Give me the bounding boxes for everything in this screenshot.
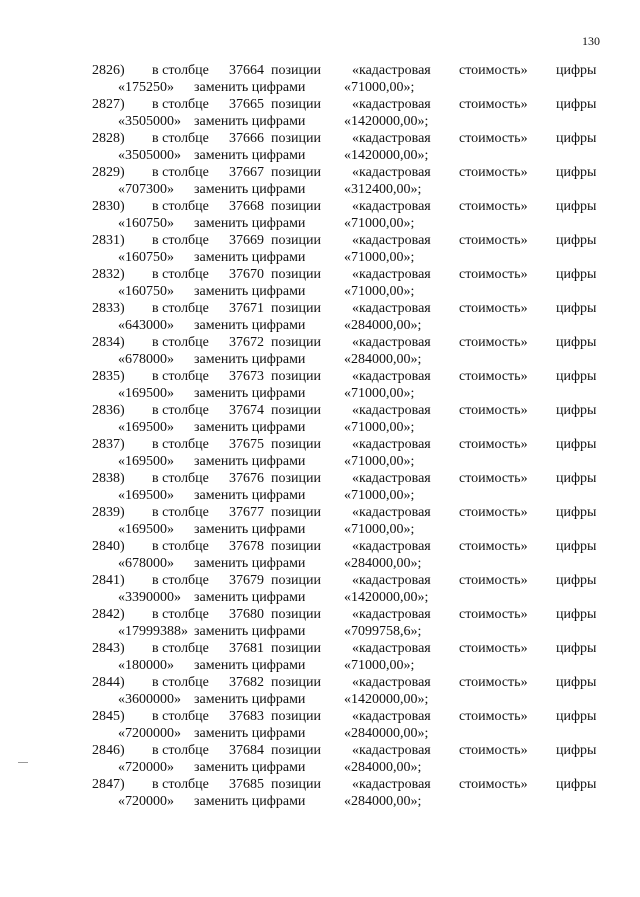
- old-value: «169500»: [118, 420, 174, 435]
- old-value: «180000»: [118, 658, 174, 673]
- in-column-label: в столбце: [152, 607, 209, 622]
- list-item: [0, 232, 640, 266]
- position-label: позиции: [271, 369, 321, 384]
- new-value: «1420000,00»;: [344, 692, 429, 707]
- position-label: позиции: [271, 709, 321, 724]
- cadastral-label: «кадастровая: [352, 607, 431, 622]
- replace-label: заменить цифрами: [194, 352, 306, 367]
- entry-number: 2837): [92, 437, 125, 452]
- digits-label: цифры: [556, 709, 597, 724]
- column-number: 37683: [229, 709, 264, 724]
- entry-number: 2842): [92, 607, 125, 622]
- new-value: «284000,00»;: [344, 556, 422, 571]
- old-value: «678000»: [118, 352, 174, 367]
- old-value: «3505000»: [118, 114, 181, 129]
- replace-label: заменить цифрами: [194, 80, 306, 95]
- digits-label: цифры: [556, 335, 597, 350]
- new-value: «284000,00»;: [344, 318, 422, 333]
- old-value: «169500»: [118, 386, 174, 401]
- entry-number: 2839): [92, 505, 125, 520]
- old-value: «643000»: [118, 318, 174, 333]
- column-number: 37685: [229, 777, 264, 792]
- entry-line-2: [0, 147, 640, 164]
- position-label: позиции: [271, 573, 321, 588]
- entry-line-2: [0, 181, 640, 198]
- column-number: 37669: [229, 233, 264, 248]
- old-value: «720000»: [118, 794, 174, 809]
- column-number: 37675: [229, 437, 264, 452]
- value-label: стоимость»: [459, 471, 528, 486]
- position-label: позиции: [271, 165, 321, 180]
- position-label: позиции: [271, 641, 321, 656]
- entry-line-1: [0, 334, 640, 351]
- new-value: «71000,00»;: [344, 488, 415, 503]
- in-column-label: в столбце: [152, 675, 209, 690]
- cadastral-label: «кадастровая: [352, 63, 431, 78]
- column-number: 37667: [229, 165, 264, 180]
- in-column-label: в столбце: [152, 573, 209, 588]
- list-item: [0, 470, 640, 504]
- new-value: «71000,00»;: [344, 386, 415, 401]
- old-value: «3505000»: [118, 148, 181, 163]
- margin-mark: [18, 762, 28, 763]
- value-label: стоимость»: [459, 743, 528, 758]
- new-value: «71000,00»;: [344, 522, 415, 537]
- column-number: 37682: [229, 675, 264, 690]
- value-label: стоимость»: [459, 709, 528, 724]
- list-item: [0, 776, 640, 810]
- cadastral-label: «кадастровая: [352, 233, 431, 248]
- old-value: «169500»: [118, 488, 174, 503]
- entry-number: 2836): [92, 403, 125, 418]
- entry-line-1: [0, 640, 640, 657]
- entry-line-1: [0, 504, 640, 521]
- position-label: позиции: [271, 471, 321, 486]
- old-value: «175250»: [118, 80, 174, 95]
- cadastral-label: «кадастровая: [352, 675, 431, 690]
- entry-number: 2845): [92, 709, 125, 724]
- digits-label: цифры: [556, 165, 597, 180]
- replace-label: заменить цифрами: [194, 386, 306, 401]
- value-label: стоимость»: [459, 63, 528, 78]
- position-label: позиции: [271, 97, 321, 112]
- list-item: [0, 96, 640, 130]
- replace-label: заменить цифрами: [194, 284, 306, 299]
- digits-label: цифры: [556, 471, 597, 486]
- entry-number: 2831): [92, 233, 125, 248]
- list-item: [0, 606, 640, 640]
- cadastral-label: «кадастровая: [352, 777, 431, 792]
- column-number: 37672: [229, 335, 264, 350]
- column-number: 37665: [229, 97, 264, 112]
- entry-line-2: [0, 521, 640, 538]
- new-value: «71000,00»;: [344, 80, 415, 95]
- value-label: стоимость»: [459, 607, 528, 622]
- entry-line-2: [0, 419, 640, 436]
- replace-label: заменить цифрами: [194, 420, 306, 435]
- replace-label: заменить цифрами: [194, 794, 306, 809]
- in-column-label: в столбце: [152, 63, 209, 78]
- in-column-label: в столбце: [152, 369, 209, 384]
- cadastral-label: «кадастровая: [352, 505, 431, 520]
- in-column-label: в столбце: [152, 301, 209, 316]
- entry-number: 2834): [92, 335, 125, 350]
- entry-line-2: [0, 113, 640, 130]
- digits-label: цифры: [556, 131, 597, 146]
- replace-label: заменить цифрами: [194, 692, 306, 707]
- old-value: «17999388»: [118, 624, 188, 639]
- in-column-label: в столбце: [152, 165, 209, 180]
- position-label: позиции: [271, 131, 321, 146]
- value-label: стоимость»: [459, 199, 528, 214]
- column-number: 37666: [229, 131, 264, 146]
- digits-label: цифры: [556, 743, 597, 758]
- entry-line-1: [0, 470, 640, 487]
- value-label: стоимость»: [459, 335, 528, 350]
- list-item: [0, 62, 640, 96]
- entry-line-1: [0, 130, 640, 147]
- digits-label: цифры: [556, 267, 597, 282]
- entry-line-2: [0, 385, 640, 402]
- digits-label: цифры: [556, 641, 597, 656]
- list-item: [0, 640, 640, 674]
- entry-number: 2829): [92, 165, 125, 180]
- entry-line-2: [0, 283, 640, 300]
- entry-line-1: [0, 232, 640, 249]
- old-value: «7200000»: [118, 726, 181, 741]
- position-label: позиции: [271, 335, 321, 350]
- list-item: [0, 266, 640, 300]
- new-value: «7099758,6»;: [344, 624, 422, 639]
- value-label: стоимость»: [459, 267, 528, 282]
- cadastral-label: «кадастровая: [352, 97, 431, 112]
- old-value: «169500»: [118, 454, 174, 469]
- new-value: «1420000,00»;: [344, 114, 429, 129]
- replace-label: заменить цифрами: [194, 522, 306, 537]
- entry-number: 2840): [92, 539, 125, 554]
- old-value: «707300»: [118, 182, 174, 197]
- new-value: «71000,00»;: [344, 658, 415, 673]
- position-label: позиции: [271, 675, 321, 690]
- in-column-label: в столбце: [152, 539, 209, 554]
- entry-line-1: [0, 776, 640, 793]
- digits-label: цифры: [556, 63, 597, 78]
- column-number: 37684: [229, 743, 264, 758]
- new-value: «71000,00»;: [344, 454, 415, 469]
- position-label: позиции: [271, 505, 321, 520]
- entry-line-2: [0, 725, 640, 742]
- value-label: стоимость»: [459, 131, 528, 146]
- cadastral-label: «кадастровая: [352, 131, 431, 146]
- cadastral-label: «кадастровая: [352, 267, 431, 282]
- value-label: стоимость»: [459, 369, 528, 384]
- column-number: 37676: [229, 471, 264, 486]
- new-value: «2840000,00»;: [344, 726, 429, 741]
- in-column-label: в столбце: [152, 335, 209, 350]
- entry-line-2: [0, 351, 640, 368]
- cadastral-label: «кадастровая: [352, 301, 431, 316]
- entry-number: 2833): [92, 301, 125, 316]
- replace-label: заменить цифрами: [194, 488, 306, 503]
- list-item: [0, 538, 640, 572]
- value-label: стоимость»: [459, 437, 528, 452]
- digits-label: цифры: [556, 369, 597, 384]
- digits-label: цифры: [556, 607, 597, 622]
- column-number: 37668: [229, 199, 264, 214]
- new-value: «1420000,00»;: [344, 148, 429, 163]
- in-column-label: в столбце: [152, 505, 209, 520]
- cadastral-label: «кадастровая: [352, 165, 431, 180]
- page-number: 130: [582, 34, 600, 48]
- entry-number: 2828): [92, 131, 125, 146]
- entry-line-1: [0, 368, 640, 385]
- replace-label: заменить цифрами: [194, 658, 306, 673]
- entry-line-2: [0, 589, 640, 606]
- in-column-label: в столбце: [152, 97, 209, 112]
- list-item: [0, 436, 640, 470]
- list-item: [0, 708, 640, 742]
- column-number: 37670: [229, 267, 264, 282]
- column-number: 37679: [229, 573, 264, 588]
- list-item: [0, 198, 640, 232]
- new-value: «71000,00»;: [344, 250, 415, 265]
- entry-line-1: [0, 198, 640, 215]
- list-item: [0, 164, 640, 198]
- column-number: 37681: [229, 641, 264, 656]
- new-value: «71000,00»;: [344, 216, 415, 231]
- replace-label: заменить цифрами: [194, 760, 306, 775]
- value-label: стоимость»: [459, 539, 528, 554]
- digits-label: цифры: [556, 505, 597, 520]
- entry-line-1: [0, 300, 640, 317]
- position-label: позиции: [271, 403, 321, 418]
- replace-label: заменить цифрами: [194, 114, 306, 129]
- entry-line-2: [0, 555, 640, 572]
- entry-number: 2827): [92, 97, 125, 112]
- digits-label: цифры: [556, 97, 597, 112]
- in-column-label: в столбце: [152, 199, 209, 214]
- cadastral-label: «кадастровая: [352, 641, 431, 656]
- column-number: 37671: [229, 301, 264, 316]
- replace-label: заменить цифрами: [194, 216, 306, 231]
- column-number: 37678: [229, 539, 264, 554]
- list-item: [0, 572, 640, 606]
- new-value: «1420000,00»;: [344, 590, 429, 605]
- entry-line-2: [0, 215, 640, 232]
- old-value: «160750»: [118, 250, 174, 265]
- entry-line-1: [0, 62, 640, 79]
- replace-label: заменить цифрами: [194, 182, 306, 197]
- column-number: 37664: [229, 63, 264, 78]
- entry-number: 2841): [92, 573, 125, 588]
- old-value: «160750»: [118, 284, 174, 299]
- column-number: 37674: [229, 403, 264, 418]
- entry-line-2: [0, 453, 640, 470]
- entry-line-2: [0, 623, 640, 640]
- cadastral-label: «кадастровая: [352, 573, 431, 588]
- new-value: «71000,00»;: [344, 284, 415, 299]
- entry-line-2: [0, 249, 640, 266]
- list-item: [0, 300, 640, 334]
- old-value: «160750»: [118, 216, 174, 231]
- list-item: [0, 334, 640, 368]
- position-label: позиции: [271, 301, 321, 316]
- position-label: позиции: [271, 199, 321, 214]
- digits-label: цифры: [556, 437, 597, 452]
- cadastral-label: «кадастровая: [352, 369, 431, 384]
- replace-label: заменить цифрами: [194, 590, 306, 605]
- cadastral-label: «кадастровая: [352, 437, 431, 452]
- entry-number: 2832): [92, 267, 125, 282]
- entry-line-1: [0, 708, 640, 725]
- amendment-list: [0, 62, 640, 810]
- digits-label: цифры: [556, 573, 597, 588]
- value-label: стоимость»: [459, 777, 528, 792]
- position-label: позиции: [271, 607, 321, 622]
- digits-label: цифры: [556, 777, 597, 792]
- entry-number: 2843): [92, 641, 125, 656]
- entry-line-1: [0, 402, 640, 419]
- entry-number: 2838): [92, 471, 125, 486]
- replace-label: заменить цифрами: [194, 318, 306, 333]
- new-value: «284000,00»;: [344, 794, 422, 809]
- entry-number: 2826): [92, 63, 125, 78]
- digits-label: цифры: [556, 403, 597, 418]
- value-label: стоимость»: [459, 641, 528, 656]
- position-label: позиции: [271, 539, 321, 554]
- replace-label: заменить цифрами: [194, 624, 306, 639]
- new-value: «284000,00»;: [344, 352, 422, 367]
- value-label: стоимость»: [459, 233, 528, 248]
- value-label: стоимость»: [459, 97, 528, 112]
- position-label: позиции: [271, 777, 321, 792]
- entry-line-1: [0, 538, 640, 555]
- replace-label: заменить цифрами: [194, 726, 306, 741]
- entry-number: 2844): [92, 675, 125, 690]
- in-column-label: в столбце: [152, 471, 209, 486]
- value-label: стоимость»: [459, 165, 528, 180]
- entry-number: 2835): [92, 369, 125, 384]
- replace-label: заменить цифрами: [194, 454, 306, 469]
- entry-line-2: [0, 657, 640, 674]
- cadastral-label: «кадастровая: [352, 539, 431, 554]
- in-column-label: в столбце: [152, 743, 209, 758]
- replace-label: заменить цифрами: [194, 556, 306, 571]
- old-value: «678000»: [118, 556, 174, 571]
- column-number: 37680: [229, 607, 264, 622]
- cadastral-label: «кадастровая: [352, 335, 431, 350]
- entry-line-1: [0, 266, 640, 283]
- list-item: [0, 742, 640, 776]
- replace-label: заменить цифрами: [194, 148, 306, 163]
- entry-number: 2830): [92, 199, 125, 214]
- entry-line-1: [0, 572, 640, 589]
- entry-number: 2846): [92, 743, 125, 758]
- position-label: позиции: [271, 743, 321, 758]
- digits-label: цифры: [556, 199, 597, 214]
- in-column-label: в столбце: [152, 709, 209, 724]
- value-label: стоимость»: [459, 675, 528, 690]
- in-column-label: в столбце: [152, 233, 209, 248]
- digits-label: цифры: [556, 675, 597, 690]
- in-column-label: в столбце: [152, 777, 209, 792]
- list-item: [0, 368, 640, 402]
- new-value: «312400,00»;: [344, 182, 422, 197]
- entry-line-1: [0, 164, 640, 181]
- value-label: стоимость»: [459, 505, 528, 520]
- in-column-label: в столбце: [152, 267, 209, 282]
- cadastral-label: «кадастровая: [352, 709, 431, 724]
- entry-line-2: [0, 691, 640, 708]
- position-label: позиции: [271, 437, 321, 452]
- value-label: стоимость»: [459, 403, 528, 418]
- entry-number: 2847): [92, 777, 125, 792]
- entry-line-1: [0, 674, 640, 691]
- replace-label: заменить цифрами: [194, 250, 306, 265]
- digits-label: цифры: [556, 301, 597, 316]
- in-column-label: в столбце: [152, 131, 209, 146]
- old-value: «3600000»: [118, 692, 181, 707]
- entry-line-2: [0, 793, 640, 810]
- old-value: «169500»: [118, 522, 174, 537]
- digits-label: цифры: [556, 233, 597, 248]
- entry-line-2: [0, 79, 640, 96]
- in-column-label: в столбце: [152, 641, 209, 656]
- entry-line-2: [0, 487, 640, 504]
- column-number: 37673: [229, 369, 264, 384]
- in-column-label: в столбце: [152, 403, 209, 418]
- entry-line-1: [0, 436, 640, 453]
- position-label: позиции: [271, 233, 321, 248]
- old-value: «3390000»: [118, 590, 181, 605]
- cadastral-label: «кадастровая: [352, 403, 431, 418]
- entry-line-1: [0, 606, 640, 623]
- new-value: «284000,00»;: [344, 760, 422, 775]
- old-value: «720000»: [118, 760, 174, 775]
- list-item: [0, 130, 640, 164]
- cadastral-label: «кадастровая: [352, 199, 431, 214]
- list-item: [0, 674, 640, 708]
- cadastral-label: «кадастровая: [352, 743, 431, 758]
- list-item: [0, 402, 640, 436]
- position-label: позиции: [271, 267, 321, 282]
- list-item: [0, 504, 640, 538]
- digits-label: цифры: [556, 539, 597, 554]
- position-label: позиции: [271, 63, 321, 78]
- new-value: «71000,00»;: [344, 420, 415, 435]
- cadastral-label: «кадастровая: [352, 471, 431, 486]
- value-label: стоимость»: [459, 573, 528, 588]
- entry-line-1: [0, 742, 640, 759]
- entry-line-1: [0, 96, 640, 113]
- column-number: 37677: [229, 505, 264, 520]
- in-column-label: в столбце: [152, 437, 209, 452]
- entry-line-2: [0, 759, 640, 776]
- value-label: стоимость»: [459, 301, 528, 316]
- entry-line-2: [0, 317, 640, 334]
